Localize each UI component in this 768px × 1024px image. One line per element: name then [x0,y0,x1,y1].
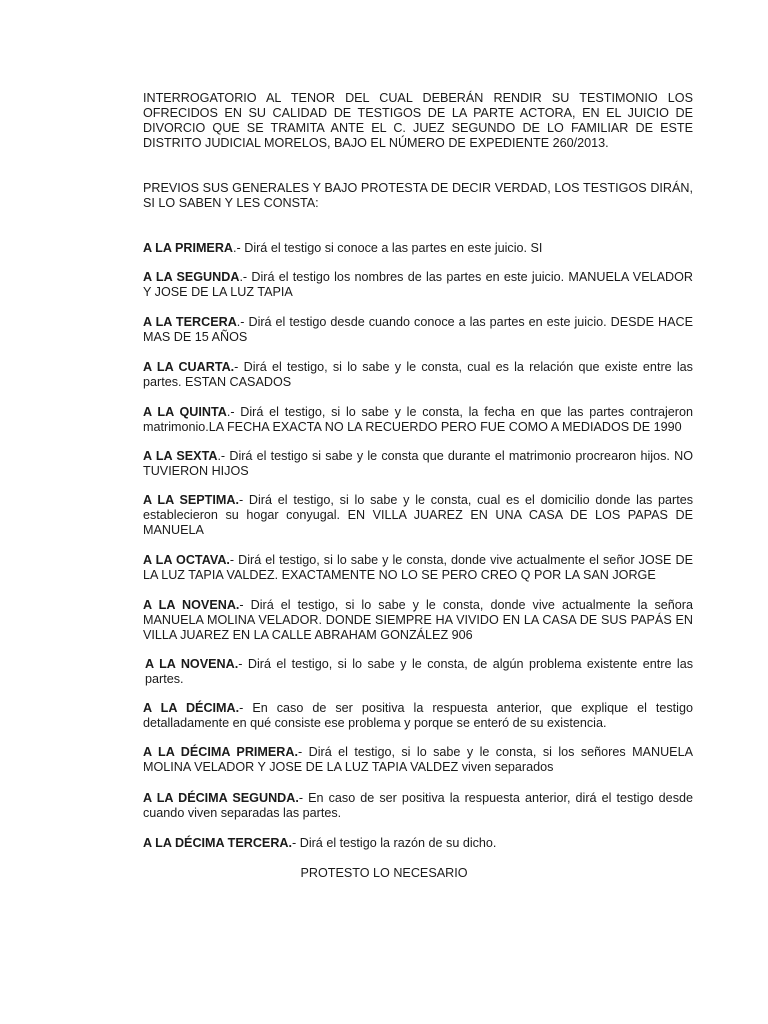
question-label: A LA TERCERA [143,315,237,329]
question-text: .- Dirá el testigo si sabe y le consta que durante el matrimonio procrearon hijos. NO TUVIERON HIJOS [143,449,693,478]
question-label: A LA SEXTA [143,449,218,463]
previos-paragraph: PREVIOS SUS GENERALES Y BAJO PROTESTA DE DECIR VERDAD, LOS TESTIGOS DIRÁN, SI LO SABEN Y LES CONSTA: [143,181,693,210]
question-label: A LA NOVENA. [143,598,240,612]
question-label: A LA CUARTA. [143,360,235,374]
question-label: A LA PRIMERA [143,241,234,255]
question-item [143,315,693,345]
question-item [143,449,693,479]
question-text: - Dirá el testigo, si lo sabe y le consta, si los señores MANUELA MOLINA VELADOR Y JOSE DE LA LUZ TAPIA VALDEZ viven separados [143,745,693,774]
question-item [143,701,693,731]
question-label: A LA NOVENA. [145,657,239,671]
question-item [143,598,693,643]
question-label: A LA DÉCIMA SEGUNDA. [143,791,299,805]
question-item [145,657,693,687]
question-text: - Dirá el testigo, si lo sabe y le consta, donde vive actualmente el señor JOSE DE LA LUZ TAPIA VALDEZ. EXACTAMENTE NO LO SE PERO CREO Q POR LA SAN JORGE [143,553,693,582]
question-text: - Dirá el testigo la razón de su dicho. [292,836,497,850]
question-label: A LA SEGUNDA [143,270,240,284]
question-item [143,241,693,256]
question-item [143,745,693,775]
question-text: - Dirá el testigo, si lo sabe y le consta, donde vive actualmente la señora MANUELA MOLINA VELADOR. DONDE SIEMPRE HA VIVIDO EN LA CASA DE SUS PAPÁS EN VILLA JUAREZ EN LA CALLE ABRAHAM GONZÁLEZ 906 [143,598,693,642]
question-label: A LA DÉCIMA. [143,701,240,715]
question-text: - En caso de ser positiva la respuesta anterior, dirá el testigo desde cuando viven separadas las partes. [143,791,693,820]
question-item [143,553,693,583]
question-item [143,360,693,390]
question-text: .- Dirá el testigo desde cuando conoce a las partes en este juicio. DESDE HACE MAS DE 15 AÑOS [143,315,693,344]
question-text: .- Dirá el testigo si conoce a las partes en este juicio. SI [233,241,543,255]
question-text: - Dirá el testigo, si lo sabe y le consta, cual es el domicilio donde las partes establecieron su hogar conyugal. EN VILLA JUAREZ EN UNA CASA DE LOS PAPAS DE MANUELA [143,493,694,537]
question-item [143,791,693,821]
question-label: A LA QUINTA [143,405,227,419]
question-text: - Dirá el testigo, si lo sabe y le consta, de algún problema existente entre las partes. [145,657,693,686]
question-text: .- Dirá el testigo, si lo sabe y le consta, la fecha en que las partes contrajeron matrimonio.LA FECHA EXACTA NO LA RECUERDO PERO FUE COMO A MEDIADOS DE 1990 [143,405,693,434]
question-item [143,270,693,300]
question-text: - En caso de ser positiva la respuesta anterior, que explique el testigo detalladamente en qué consiste ese problema y porque se enteró de su existencia. [143,701,693,730]
closing-statement: PROTESTO LO NECESARIO [300,866,468,880]
question-label: A LA OCTAVA. [143,553,230,567]
question-label: A LA SEPTIMA. [143,493,239,507]
intro-paragraph: INTERROGATORIO AL TENOR DEL CUAL DEBERÁN RENDIR SU TESTIMONIO LOS OFRECIDOS EN SU CALIDAD DE TESTIGOS DE LA PARTE ACTORA, EN EL JUICIO DE DIVORCIO QUE SE TRAMITA ANTE EL C. JUEZ SEGUNDO DE LO FAMILIAR DE ESTE DISTRITO JUDICIAL MORELOS, BAJO EL NÚMERO DE EXPEDIENTE 260/2013. [143,91,693,150]
question-item [143,836,693,851]
question-item [143,405,693,435]
question-text: - Dirá el testigo, si lo sabe y le consta, cual es la relación que existe entre las partes. ESTAN CASADOS [143,360,693,389]
question-item [143,493,693,538]
question-label: A LA DÉCIMA TERCERA. [143,836,293,850]
question-text: .- Dirá el testigo los nombres de las partes en este juicio. MANUELA VELADOR Y JOSE DE LA LUZ TAPIA [143,270,693,299]
question-label: A LA DÉCIMA PRIMERA. [143,745,298,759]
